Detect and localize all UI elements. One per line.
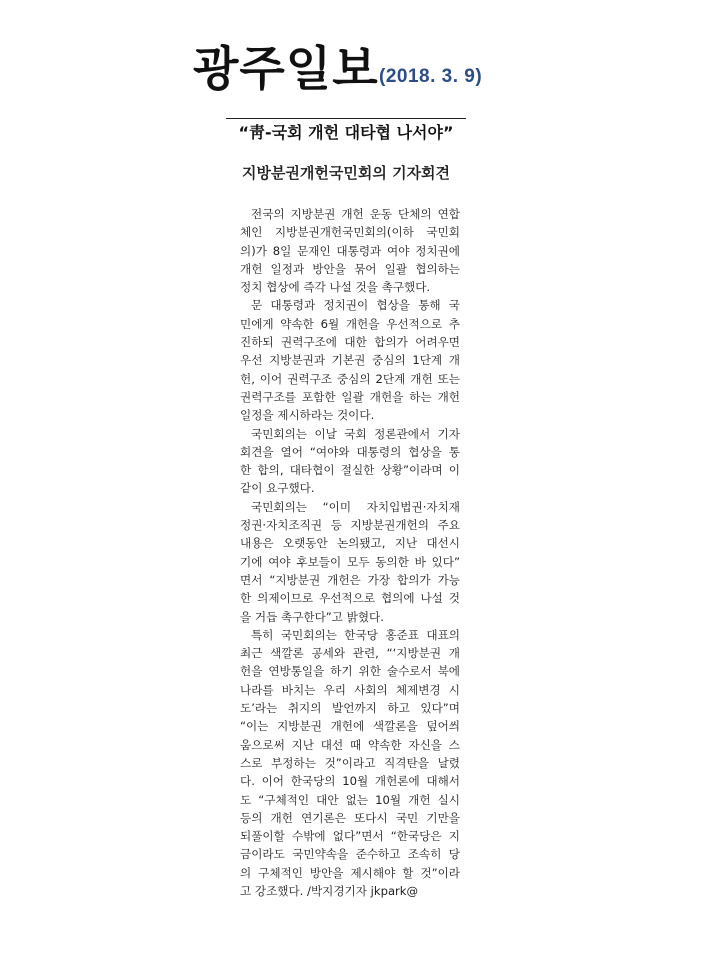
article-line: 의)가 8일 문재인 대통령과 여야 정치권에 (240, 243, 460, 258)
article-line: 헌, 이어 권력구조 중심의 2단계 개헌 또는 (240, 371, 460, 386)
article-line: 최근 색깔론 공세와 관련, “‘지방분권 개 (240, 646, 460, 661)
article-line: 다. 이어 한국당의 10월 개헌론에 대해서 (240, 774, 460, 789)
article-line: 일정을 제시하라는 것이다. (240, 408, 375, 423)
article-line: 내용은 오랫동안 논의됐고, 지난 대선시 (240, 536, 460, 551)
article-line: 등의 개헌 연기론은 또다시 국민 기만을 (240, 810, 460, 825)
article-line: 국민회의는 “이미 자치입법권·자치재 (251, 499, 460, 514)
article-line: 움으로써 지난 대선 때 약속한 자신을 스 (240, 737, 460, 752)
article-line: 정치 협상에 즉각 나설 것을 촉구했다. (240, 280, 431, 295)
article-line: 스로 부정하는 것”이라고 직격탄을 날렸 (240, 755, 460, 770)
article-line: 금이라도 국민약속을 준수하고 조속히 당 (240, 847, 460, 862)
article-line: “이는 지방분권 개헌에 색깔론을 덮어씌 (240, 719, 460, 734)
article-line: 면서 “지방분권 개헌은 가장 합의가 가능 (240, 572, 460, 587)
article-line: 고 강조했다. /박지경기자 jkpark@ (240, 883, 419, 898)
article-line: 문 대통령과 정치권이 협상을 통해 국 (251, 298, 460, 313)
article-line: 도 “구체적인 대안 없는 10월 개헌 실시 (240, 792, 460, 807)
article-line: 진하되 권력구조에 대한 합의가 어려우면 (240, 335, 460, 350)
article-line: 회견을 열어 “여야와 대통령의 협상을 통 (240, 444, 460, 459)
newspaper-masthead: 광주일보 (193, 42, 379, 97)
publication-date: (2018. 3. 9) (379, 66, 483, 87)
headline-rule (226, 118, 466, 119)
article-line: 헌을 연방통일을 하기 위한 술수로서 북에 (240, 664, 460, 679)
article-line: 을 거듭 촉구한다”고 밝혔다. (240, 609, 384, 624)
article-line: 기에 여야 후보들이 모두 동의한 바 있다” (240, 554, 460, 569)
article-line: 되풀이할 수밖에 없다”면서 “한국당은 지 (240, 829, 460, 844)
article-line: 권력구조를 포함한 일괄 개헌을 하는 개헌 (240, 389, 460, 404)
article-line: 특히 국민회의는 한국당 홍준표 대표의 (251, 627, 460, 642)
article-line: 체인 지방분권개헌국민회의(이하 국민회 (240, 225, 460, 240)
article-line: 전국의 지방분권 개헌 운동 단체의 연합 (251, 207, 460, 221)
article-line: 나라를 바치는 우리 사회의 체제변경 시 (240, 682, 460, 697)
article-line: 한 의제이므로 우선적으로 협의에 나설 것 (240, 591, 460, 606)
article-line: 한 합의, 대타협이 절실한 상황”이라며 이 (240, 463, 460, 478)
article-line: 같이 요구했다. (240, 481, 315, 496)
article-headline: “靑-국회 개헌 대타협 나서야” (238, 123, 454, 142)
article-line: 의 구체적인 방안을 제시해야 할 것”이라 (240, 865, 460, 880)
article-line: 도’라는 취지의 발언까지 하고 있다”며 (240, 701, 460, 716)
article-line: 정권·자치조직권 등 지방분권개헌의 주요 (240, 518, 460, 533)
article-subheadline: 지방분권개헌국민회의 기자회견 (241, 164, 451, 182)
article-line: 민에게 약속한 6월 개헌을 우선적으로 추 (240, 316, 460, 331)
article-line: 우선 지방분권과 기본권 중심의 1단계 개 (240, 353, 460, 368)
article-line: 개헌 일정과 방안을 묶어 일괄 협의하는 (240, 261, 460, 276)
article-body (240, 205, 460, 900)
article-line: 국민회의는 이날 국회 정론관에서 기자 (251, 426, 460, 441)
